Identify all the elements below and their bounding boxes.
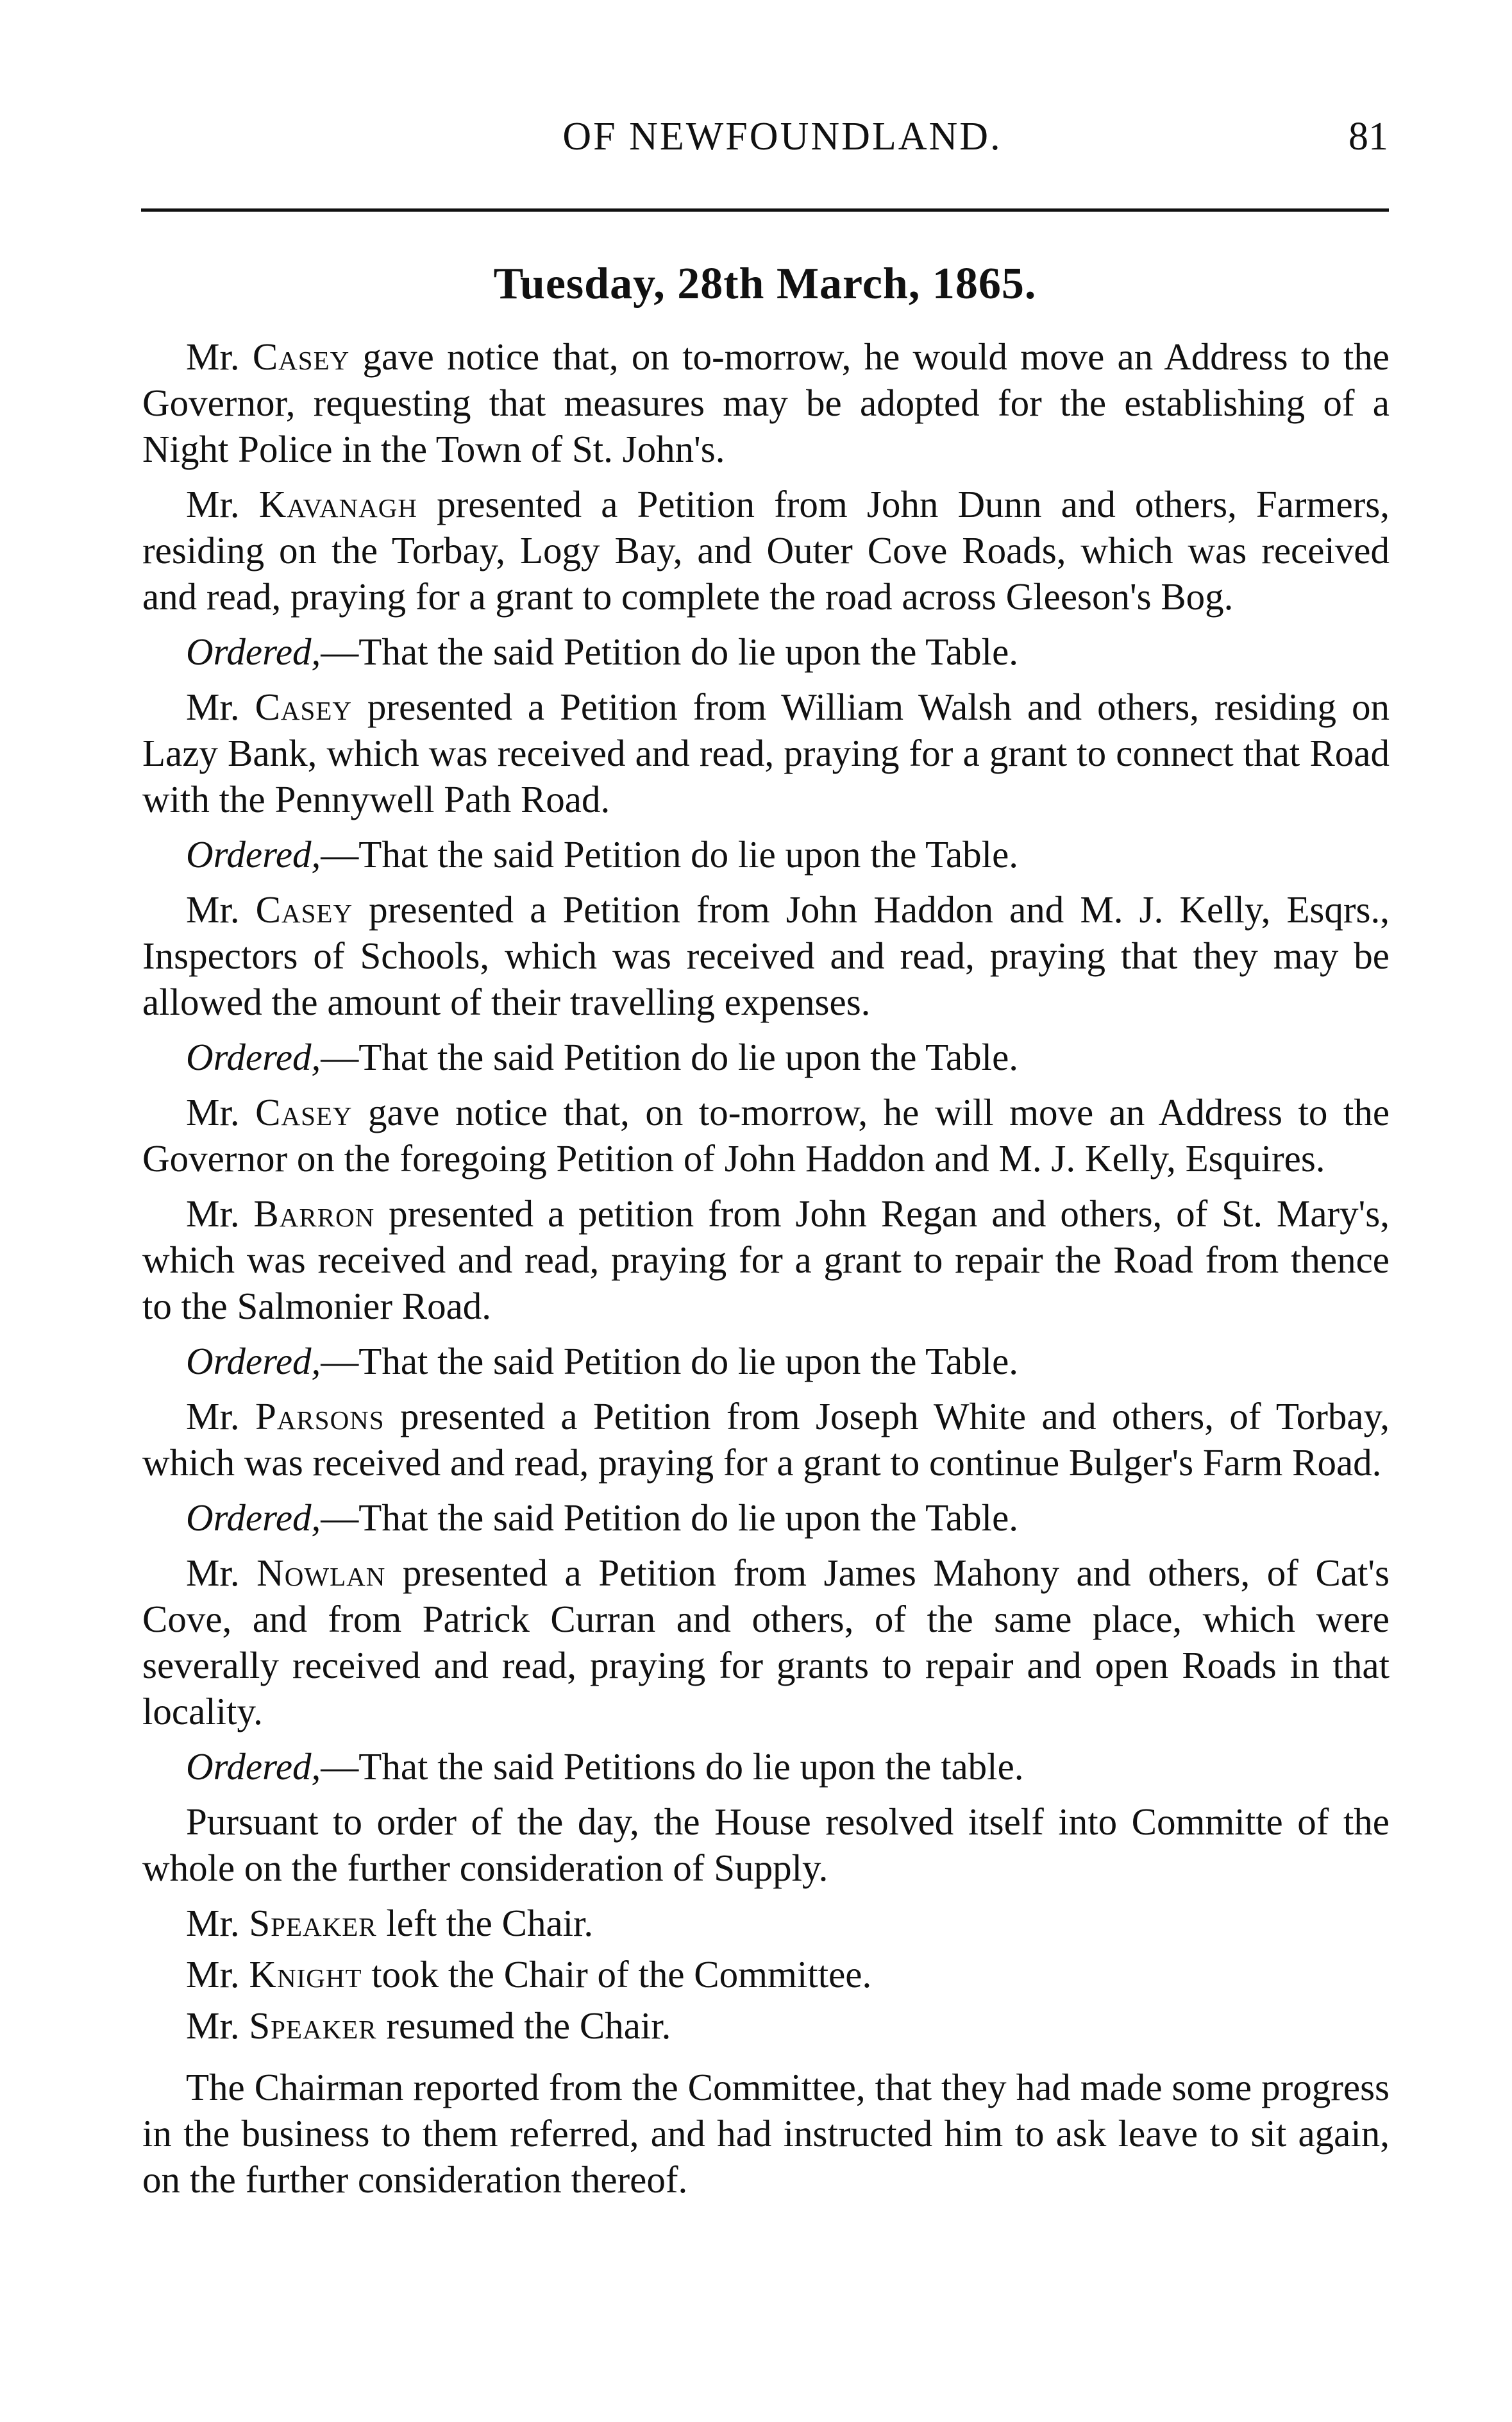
entry-ordered: Ordered,—That the said Petition do lie upon the Table. [186,631,1019,673]
entry-ordered: Ordered,—That the said Petition do lie upon the Table. [186,1496,1019,1539]
member-name: Casey [255,686,352,728]
entry-knight-took-chair: Mr. Knight took the Chair of the Committee. [186,1953,872,1995]
member-name: Speaker [249,1902,377,1944]
member-name: Parsons [255,1395,385,1437]
proceedings-body [142,334,1390,2212]
sitting-date-heading: Tuesday, 28th March, 1865. [493,259,1037,309]
entry-speaker-resumed: Mr. Speaker resumed the Chair. [186,2004,671,2047]
member-name: Kavanagh [258,483,417,525]
ordered-label: Ordered, [186,1036,321,1078]
ordered-label: Ordered, [186,1745,321,1788]
entry-ordered: Ordered,—That the said Petition do lie upon the Table. [186,1340,1019,1382]
ordered-label: Ordered, [186,1340,321,1382]
entry-petition-walsh: Mr. Casey presented a Petition from William Walsh and others, residing on Lazy Bank, which was received and read, praying for a grant to connect that Road with the Pennywell Path Road. [142,686,1390,820]
entry-petition-white: Mr. Parsons presented a Petition from Joseph White and others, of Torbay, which was received and read, praying for a grant to continue Bulger's Farm Road. [142,1395,1390,1484]
ordered-label: Ordered, [186,631,321,673]
entry-supply-committee: Pursuant to order of the day, the House resolved itself into Committe of the whole on the further consideration of Supply. [142,1800,1390,1889]
entry-chairman-report: The Chairman reported from the Committee, that they had made some progress in the business to them referred, and had instructed him to ask leave to sit again, on the further consideration thereof. [142,2066,1390,2201]
entry-notice-address: Mr. Casey gave notice that, on to-morrow, he will move an Address to the Governor on the foregoing Petition of John Haddon and M. J. Kelly, Esquires. [142,1091,1390,1180]
entry-ordered: Ordered,—That the said Petition do lie upon the Table. [186,833,1019,876]
member-name: Barron [253,1192,375,1235]
member-name: Casey [255,888,353,931]
entry-petition-dunn: Mr. Kavanagh presented a Petition from John Dunn and others, Farmers, residing on the Torbay, Logy Bay, and Outer Cove Roads, which was received and read, praying for a grant to complete the road across Gleeson's Bog. [142,483,1390,618]
entry-speaker-left: Mr. Speaker left the Chair. [186,1902,594,1944]
entry-petition-haddon-kelly: Mr. Casey presented a Petition from John Haddon and M. J. Kelly, Esqrs., Inspectors of Schools, which was received and read, praying that they may be allowed the amount of their travelling expenses. [142,888,1390,1023]
running-title: OF NEWFOUNDLAND. [562,115,1002,158]
entry-notice-night-police: Mr. Casey gave notice that, on to-morrow, he would move an Address to the Governor, requesting that measures may be adopted for the establishing of a Night Police in the Town of St. John's. [142,335,1390,470]
member-name: Speaker [249,2004,377,2047]
entry-petition-mahony-curran: Mr. Nowlan presented a Petition from James Mahony and others, of Cat's Cove, and from Patrick Curran and others, of the same place, which were severally received and read, praying for grants to repair and open Roads in that locality. [142,1552,1390,1732]
entry-ordered: Ordered,—That the said Petition do lie upon the Table. [186,1036,1019,1078]
member-name: Nowlan [256,1552,386,1594]
entry-petition-regan: Mr. Barron presented a petition from John Regan and others, of St. Mary's, which was received and read, praying for a grant to repair the Road from thence to the Salmonier Road. [142,1192,1390,1327]
page-number: 81 [1348,115,1388,158]
member-name: Casey [252,335,350,378]
member-name: Casey [255,1091,353,1133]
member-name: Knight [249,1953,362,1995]
header-rule [141,208,1389,212]
ordered-label: Ordered, [186,1496,321,1539]
entry-ordered: Ordered,—That the said Petitions do lie upon the table. [186,1745,1024,1788]
ordered-label: Ordered, [186,833,321,876]
